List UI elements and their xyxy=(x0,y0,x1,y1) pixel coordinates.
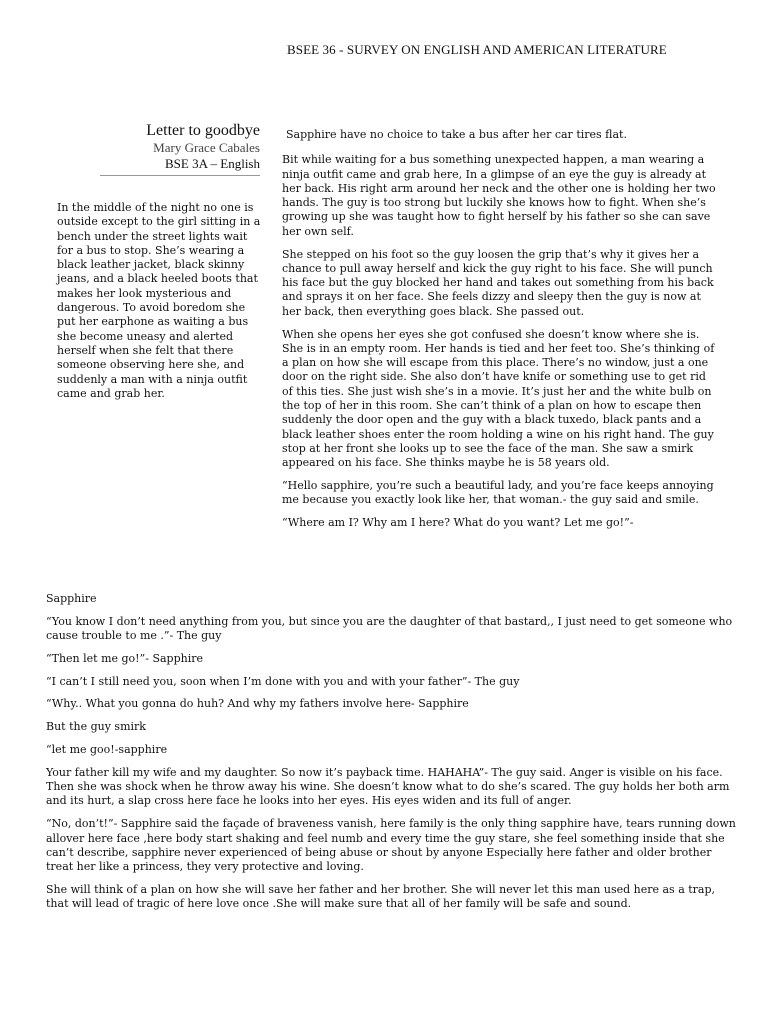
paragraph: She stepped on his foot so the guy loosen the grip that’s why it gives her a chance to pull away herself and kick the guy right to his face. She will punch his face but the guy blocked her hand and takes out something from his back and sprays it on her face. She feels dizzy and sleepy then the guy is now at her back, then everything goes black. She passed out. xyxy=(282,247,714,318)
paragraph: Sapphire xyxy=(46,592,97,605)
paragraph: Bit while waiting for a bus something unexpected happen, a man wearing a ninja outfit came and grab here, In a glimpse of an eye the guy is already at her back. His right arm around her neck and the other one is holding her two hands. The guy is too strong but luckily she knows how to fight. When she’s growing up she was taught how to fight herself by his father so she can save her own self. xyxy=(282,153,716,238)
paragraph: But the guy smirk xyxy=(46,720,146,734)
story-title: Letter to goodbye xyxy=(146,122,260,139)
paragraph: When she opens her eyes she got confused she doesn’t know where she is. She is in an empty room. Her hands is tied and her feet too. She’s thinking of a plan on how she will escape from this place. There’s no window, just a one door on the right side. She also don’t have knife or something use to get rid of this ties. She just wish she’s in a movie. It’s just her and the white bulb on the top of her in this room. She can’t think of a plan on how to escape then suddenly the door open and the guy with a black tuxedo, black pants and a black leather shoes enter the room holding a wine on his right hand. The guy stop at her front she looks up to see the face of the man. She saw a smirk appeared on his face. She thinks maybe he is 58 years old. xyxy=(282,327,715,470)
right-column xyxy=(282,128,718,539)
paragraph: “No, don’t!”- Sapphire said the façade of braveness vanish, here family is the only thing sapphire have, tears running down allover here face ,here body start shaking and feel numb and every time the guy stare, she feel something inside that she can’t describe, sapphire never experienced of being abuse or shout by anyone Especially here father and older brother treat her like a princess, they very protective and loving. xyxy=(46,817,736,874)
paragraph: “let me goo!-sapphire xyxy=(46,743,168,757)
title-block xyxy=(100,121,260,176)
paragraph: Sapphire have no choice to take a bus after her car tires flat. xyxy=(286,128,627,141)
paragraph: Your father kill my wife and my daughter. So now it’s payback time. HAHAHA”- The guy said. Anger is visible on his face. Then she was shock when he throw away his wine. She doesn’t know what to do she’s scared. The guy holds her both arm and its hurt, a slap cross here face he looks into her eyes. His eyes widen and its full of anger. xyxy=(46,765,730,808)
page-header: BSEE 36 - SURVEY ON ENGLISH AND AMERICAN LITERATURE xyxy=(287,42,667,57)
paragraph: “Why.. What you gonna do huh? And why my fathers involve here- Sapphire xyxy=(46,697,469,711)
paragraph: “Where am I? Why am I here? What do you want? Let me go!”- xyxy=(282,516,634,530)
intro-paragraph: In the middle of the night no one is outside except to the girl sitting in a bench under the street lights wait for a bus to stop. She’s wearing a black leather jacket, black skinny jeans, and a black heeled boots that makes her look mysterious and dangerous. To avoid boredom she put her earphone as waiting a bus she become uneasy and alerted herself when she felt that there someone observing here she, and suddenly a man with a ninja outfit came and grab her. xyxy=(57,201,261,400)
paragraph: “I can’t I still need you, soon when I’m done with you and with your father”- The guy xyxy=(46,674,520,688)
paragraph: “You know I don’t need anything from you, but since you are the daughter of that bastard,, I just need to get someone who cause trouble to me .”- The guy xyxy=(46,614,733,643)
paragraph: “Then let me go!”- Sapphire xyxy=(46,651,203,665)
paragraph: She will think of a plan on how she will save her father and her brother. She will never let this man used here as a trap, that will lead of tragic of here love once .She will make sure that all of her family will be safe and sound. xyxy=(46,882,716,911)
paragraph: “Hello sapphire, you’re such a beautiful lady, and you’re face keeps annoying me because you exactly look like her, that woman.- the guy said and smile. xyxy=(282,479,714,507)
author-name: Mary Grace Cabales xyxy=(153,140,260,155)
full-width-text xyxy=(46,592,736,920)
course-section: BSE 3A – English xyxy=(165,156,260,171)
